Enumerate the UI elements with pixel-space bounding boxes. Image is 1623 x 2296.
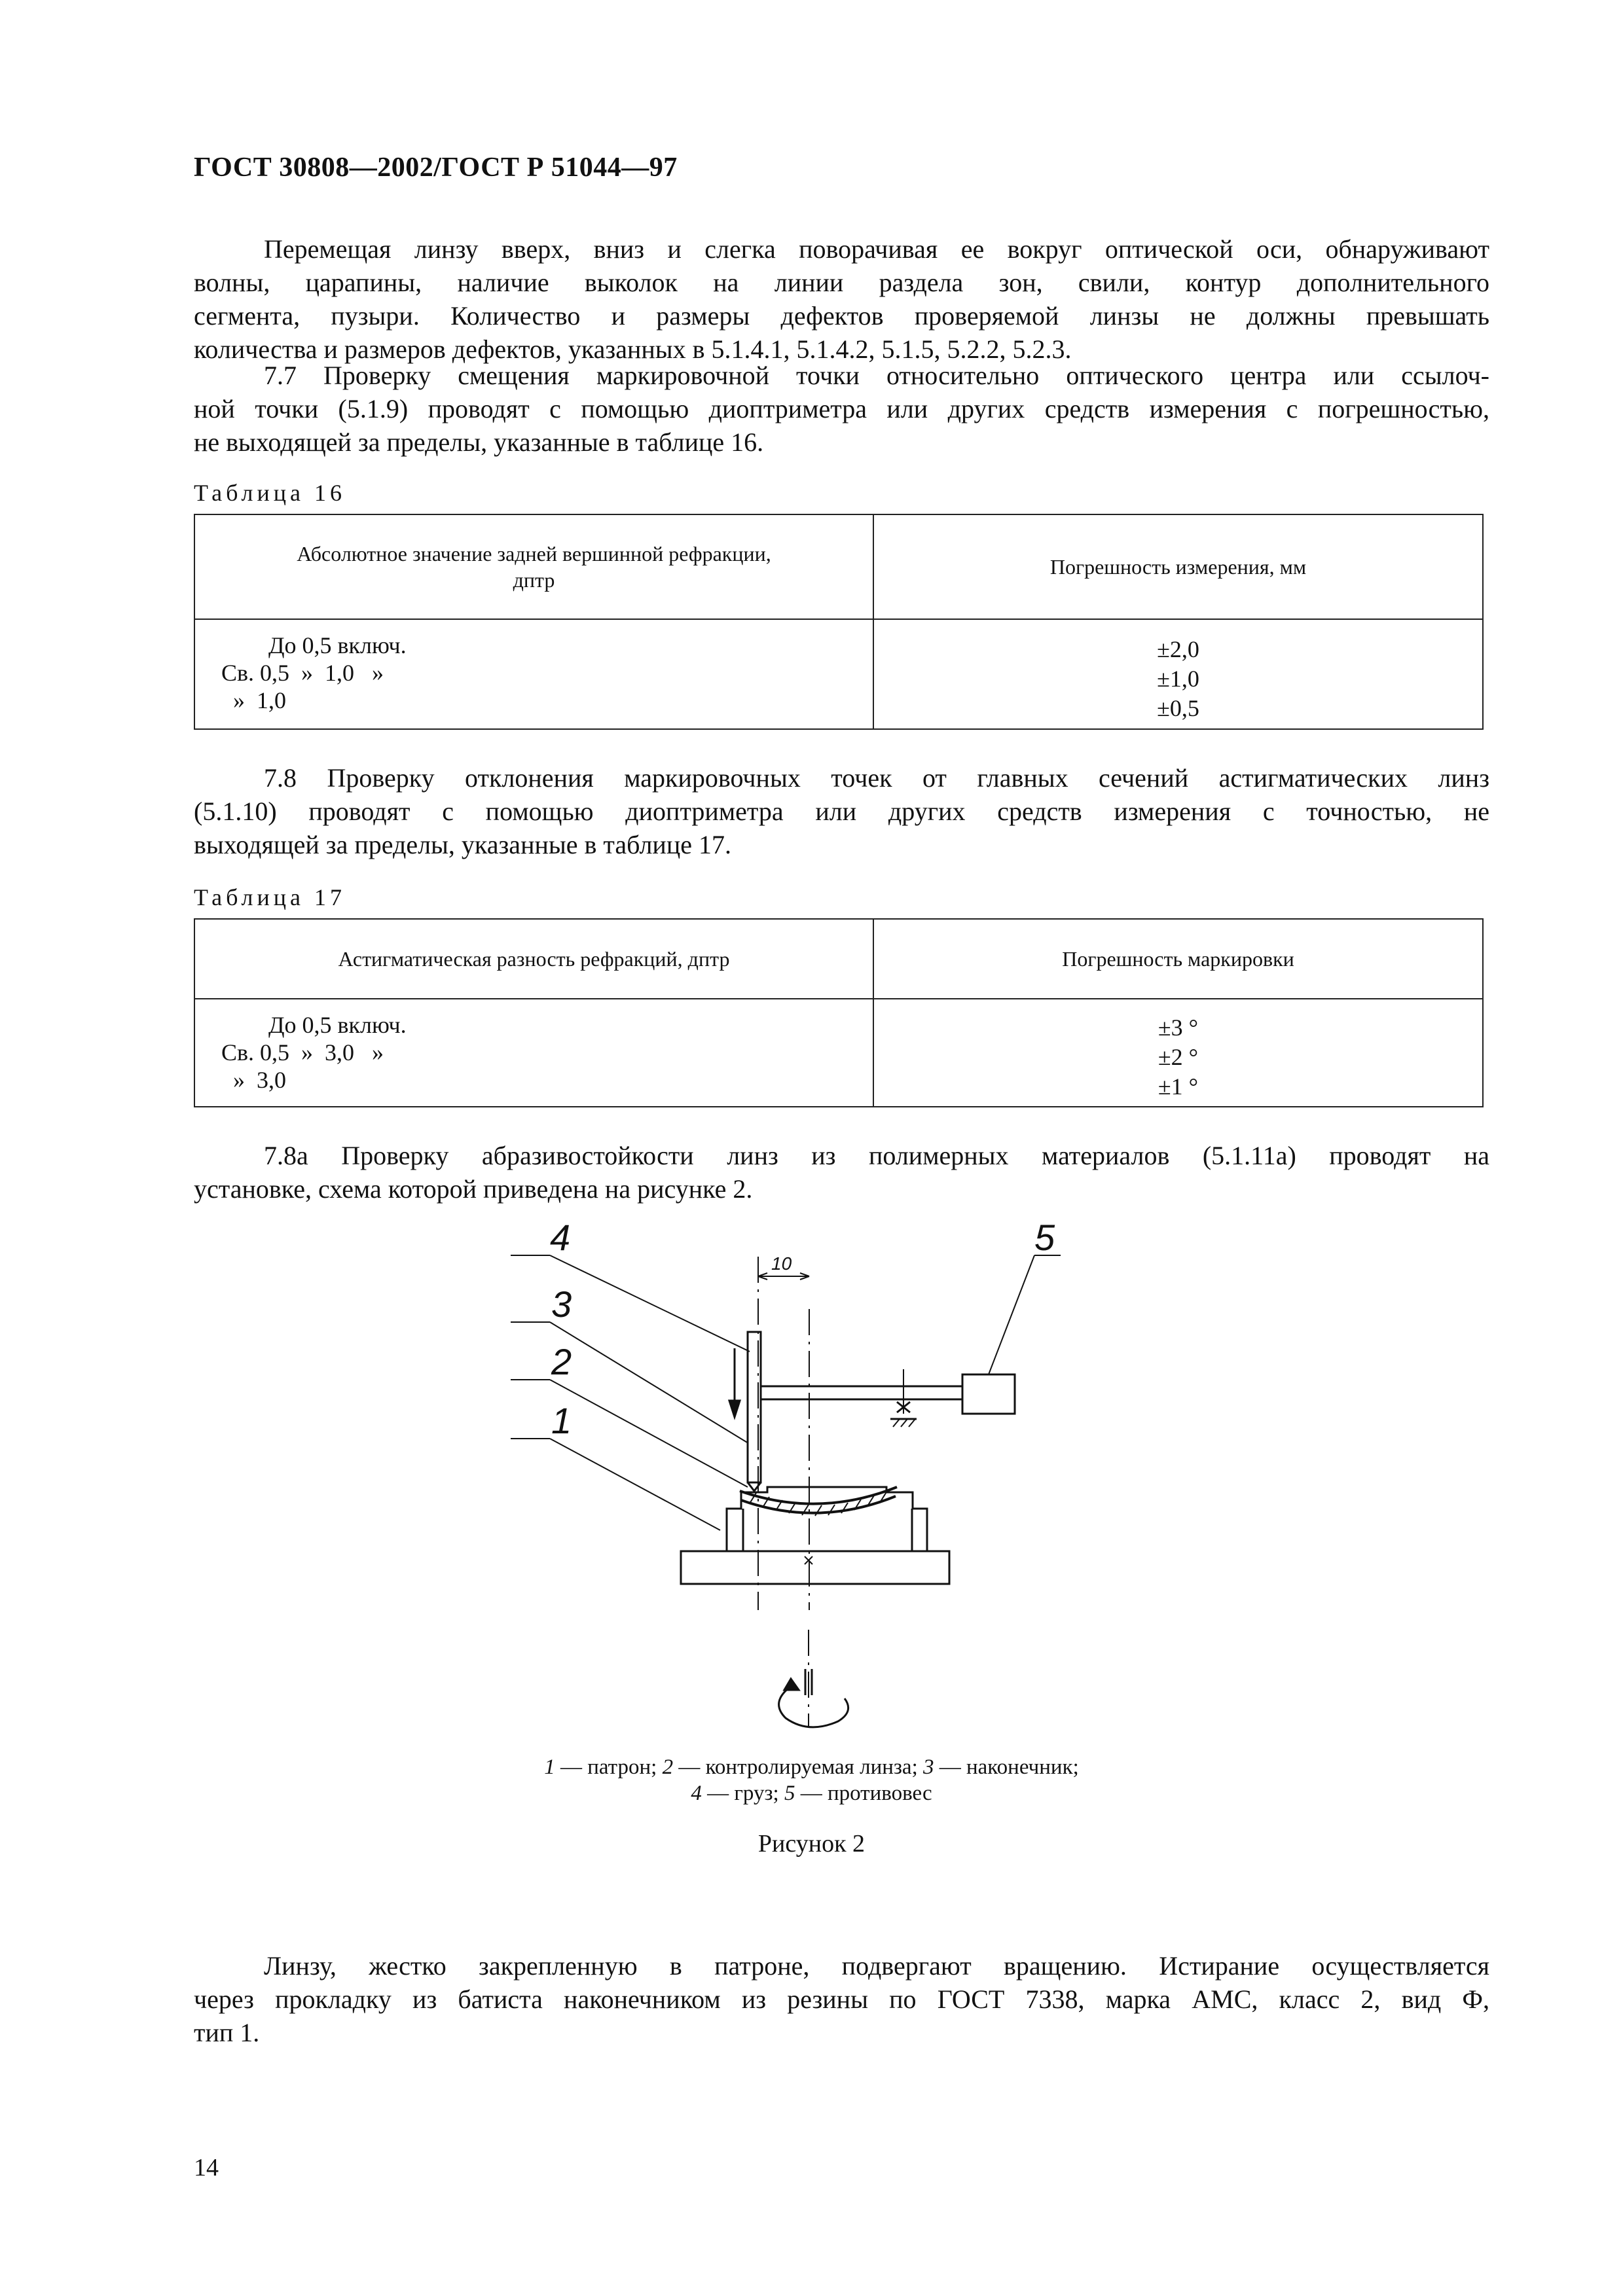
text-line: количества и размеров дефектов, указанных в 5.1.4.1, 5.1.4.2, 5.1.5, 5.2.2, 5.2.3. xyxy=(194,334,1072,364)
table-17 xyxy=(194,918,1484,1107)
table-16-caption: Таблица 16 xyxy=(194,480,346,506)
text-line: тип 1. xyxy=(194,2018,260,2047)
text-line: Перемещая линзу вверх, вниз и слегка поворачивая ее вокруг оптической оси, обнаруживают xyxy=(264,234,1489,264)
leader-2 xyxy=(550,1380,748,1487)
figure-label-3: 3 xyxy=(551,1283,572,1325)
pivot-hatching xyxy=(893,1419,915,1427)
document-header: ГОСТ 30808—2002/ГОСТ Р 51044—97 xyxy=(194,152,678,183)
table-cell: ±1,0 xyxy=(1157,665,1199,692)
text-line: 7.8а Проверку абразивостойкости линз из полимерных материалов (5.1.11а) проводят на xyxy=(264,1141,1489,1170)
table-cell: ±3 ° xyxy=(1158,1014,1199,1041)
table-17-header-col1: Астигматическая разность рефракций, дптр xyxy=(194,919,873,999)
table-16-header-col2: Погрешность измерения, мм xyxy=(873,514,1483,619)
figure-label-5: 5 xyxy=(1034,1217,1055,1258)
text-line: 7.7 Проверку смещения маркировочной точки относительно оптического центра или ссылоч- xyxy=(264,361,1489,390)
text-line: Линзу, жестко закрепленную в патроне, подвергают вращению. Истирание осуществляется xyxy=(264,1951,1489,1981)
table-17-caption: Таблица 17 xyxy=(194,884,346,910)
rotation-arrowhead xyxy=(784,1679,799,1690)
base-plate xyxy=(681,1551,949,1584)
figure-legend xyxy=(0,1754,1623,1806)
table-17-values-col2 xyxy=(873,999,1483,1107)
text-line: сегмента, пузыри. Количество и размеры дефектов проверяемой линзы не должны превышать xyxy=(194,301,1489,331)
table-16-values-col2 xyxy=(873,619,1483,729)
paragraph-7-8a xyxy=(194,1139,1489,1206)
table-cell: До 0,5 включ. xyxy=(221,632,407,658)
table-16-values-col1 xyxy=(194,619,873,729)
text-line: волны, царапины, наличие выколок на линии раздела зон, свили, контур дополнительного xyxy=(194,268,1489,297)
legend-line-2: 4 — груз; 5 — противовес xyxy=(691,1782,932,1805)
figure-label-4: 4 xyxy=(550,1217,571,1258)
leader-4 xyxy=(550,1255,750,1352)
paragraph-7-7 xyxy=(194,359,1489,459)
figure-label-1: 1 xyxy=(551,1400,572,1441)
table-cell: ±2,0 xyxy=(1157,636,1199,662)
legend-line-1: 1 — патрон; 2 — контролируемая линза; 3 — наконечник; xyxy=(544,1755,1079,1779)
text-line: выходящей за пределы, указанные в таблице 17. xyxy=(194,830,731,859)
paragraph-7-8 xyxy=(194,761,1489,861)
rotation-arrow xyxy=(779,1685,848,1727)
table-cell: ±0,5 xyxy=(1157,694,1199,721)
dimension-label: 10 xyxy=(771,1253,792,1274)
paragraph-1 xyxy=(194,232,1489,366)
text-line: не выходящей за пределы, указанные в таблице 16. xyxy=(194,427,764,457)
table-cell: » 1,0 xyxy=(221,687,286,713)
leader-3 xyxy=(550,1322,748,1443)
counterweight xyxy=(962,1374,1015,1414)
text-line: (5.1.10) проводят с помощью диоптриметра или других средств измерения с точностью, не xyxy=(194,797,1489,826)
text-line: 7.8 Проверку отклонения маркировочных точек от главных сечений астигматических линз xyxy=(264,763,1489,793)
table-cell: Св. 0,5 » 3,0 » xyxy=(221,1039,384,1066)
table-cell: До 0,5 включ. xyxy=(221,1012,407,1038)
text-line: установке, схема которой приведена на рисунке 2. xyxy=(194,1174,753,1204)
leader-1 xyxy=(550,1439,720,1530)
table-16-header-col1: Абсолютное значение задней вершинной рефракции, дптр xyxy=(194,514,873,619)
load-arrowhead xyxy=(729,1401,740,1417)
table-16 xyxy=(194,514,1484,730)
table-cell: ±1 ° xyxy=(1158,1073,1199,1100)
paragraph-final xyxy=(194,1949,1489,2049)
table-17-header-col2: Погрешность маркировки xyxy=(873,919,1483,999)
text-line: ной точки (5.1.9) проводят с помощью диоптриметра или других средств измерения с погрешностью, xyxy=(194,394,1489,423)
page-number: 14 xyxy=(194,2154,219,2181)
table-cell: » 3,0 xyxy=(221,1067,286,1093)
table-cell: ±2 ° xyxy=(1158,1044,1199,1070)
table-cell: Св. 0,5 » 1,0 » xyxy=(221,660,384,686)
figure-label-2: 2 xyxy=(551,1341,572,1382)
table-17-values-col1 xyxy=(194,999,873,1107)
figure-2-diagram xyxy=(511,1217,1165,1741)
text-line: через прокладку из батиста наконечником из резины по ГОСТ 7338, марка АМС, класс 2, вид Ф, xyxy=(194,1984,1489,2014)
leader-5 xyxy=(989,1255,1034,1374)
figure-title: Рисунок 2 xyxy=(757,1830,866,1857)
